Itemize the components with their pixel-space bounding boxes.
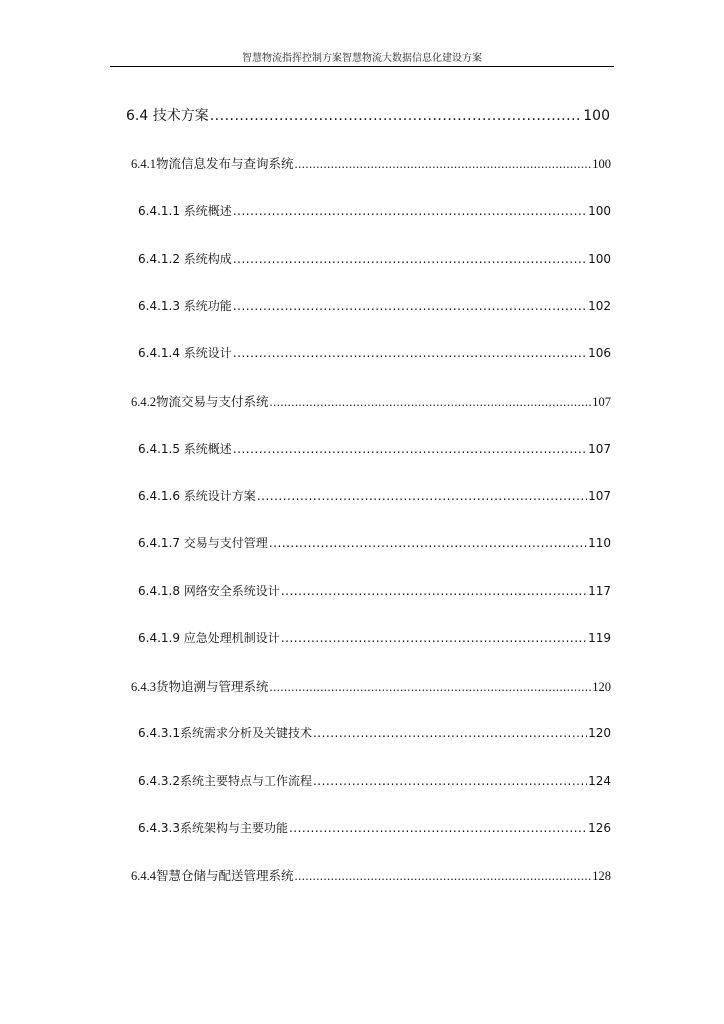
toc-page-number: 107 (592, 395, 611, 409)
toc-page-number: 110 (588, 536, 611, 550)
toc-entry-6-4-3-3[interactable] (138, 819, 611, 836)
toc-page-number: 106 (588, 346, 611, 360)
toc-entry-6-4-1-9[interactable] (138, 629, 611, 646)
toc-leader-dots (233, 442, 587, 456)
toc-leader-dots (313, 726, 587, 740)
toc-entry-label: 6.4.1.5 系统概述 (138, 442, 232, 456)
toc-entry-label: 6.4.1.8 网络安全系统设计 (138, 584, 280, 598)
toc-page-number: 117 (588, 584, 611, 598)
toc-leader-dots (233, 299, 587, 313)
toc-page-number: 107 (588, 442, 611, 456)
toc-entry-label: 6.4.1.6 系统设计方案 (138, 489, 256, 503)
toc-leader-dots (289, 821, 587, 835)
toc-entry-6-4-1-6[interactable] (138, 487, 611, 504)
toc-entry-label: 6.4.1.3 系统功能 (138, 299, 232, 313)
toc-entry-6-4-1-7[interactable] (138, 534, 611, 551)
page-header-title: 智慧物流指挥控制方案智慧物流大数据信息化建设方案 (242, 53, 482, 64)
toc-leader-dots (281, 631, 587, 645)
toc-page-number: 120 (588, 726, 611, 740)
toc-page-number: 107 (588, 489, 611, 503)
toc-entry-label: 6.4.3.3系统架构与主要功能 (138, 821, 288, 835)
toc-entry-label: 6.4.3货物追溯与管理系统 (131, 680, 269, 694)
toc-entry-6-4-1[interactable] (131, 154, 611, 172)
toc-entry-6-4-3[interactable] (131, 677, 611, 695)
toc-entry-6-4-1-3[interactable] (138, 297, 611, 314)
toc-entry-label: 6.4.1物流信息发布与查询系统 (131, 157, 294, 171)
toc-leader-dots (313, 774, 587, 788)
toc-entry-label: 6.4.1.9 应急处理机制设计 (138, 631, 280, 645)
toc-entry-6-4-4[interactable] (131, 866, 611, 884)
toc-entry-label: 6.4.4智慧仓储与配送管理系统 (131, 869, 294, 883)
toc-page-number: 120 (592, 680, 611, 694)
toc-page-number: 102 (588, 299, 611, 313)
toc-leader-dots (210, 108, 583, 124)
toc-leader-dots (281, 584, 587, 598)
toc-page-number: 126 (588, 821, 611, 835)
toc-leader-dots (295, 157, 592, 172)
toc-page-number: 100 (588, 204, 611, 218)
toc-leader-dots (269, 536, 587, 550)
toc-entry-6-4-1-8[interactable] (138, 582, 611, 599)
toc-entry-label: 6.4.1.2 系统构成 (138, 252, 232, 266)
toc-entry-6-4-1-2[interactable] (138, 250, 611, 267)
toc-page-number: 100 (583, 108, 610, 124)
toc-leader-dots (270, 395, 592, 410)
toc-entry-6-4-1-4[interactable] (138, 344, 611, 361)
toc-entry-label: 6.4.1.7 交易与支付管理 (138, 536, 268, 550)
toc-page-number: 124 (588, 774, 611, 788)
toc-leader-dots (257, 489, 587, 503)
toc-entry-6-4-1-1[interactable] (138, 202, 611, 219)
toc-entry-label: 6.4.1.1 系统概述 (138, 204, 232, 218)
toc-page-number: 119 (588, 631, 611, 645)
toc-leader-dots (270, 680, 592, 695)
toc-entry-label: 6.4.3.1系统需求分析及关键技术 (138, 726, 312, 740)
toc-page-number: 100 (592, 157, 611, 171)
toc-page-number: 128 (592, 869, 611, 883)
toc-leader-dots (233, 204, 587, 218)
toc-entry-label: 6.4 技术方案 (126, 108, 209, 124)
toc-entry-label: 6.4.2物流交易与支付系统 (131, 395, 269, 409)
toc-entry-6-4-2[interactable] (131, 392, 611, 410)
toc-entry-6-4-3-2[interactable] (138, 772, 611, 789)
toc-entry-6-4-3-1[interactable] (138, 724, 611, 741)
toc-page-number: 100 (588, 252, 611, 266)
toc-entry-label: 6.4.1.4 系统设计 (138, 346, 232, 360)
toc-leader-dots (233, 252, 587, 266)
toc-leader-dots (233, 346, 587, 360)
toc-entry-6-4[interactable] (126, 105, 610, 125)
toc-leader-dots (295, 869, 592, 884)
toc-entry-label: 6.4.3.2系统主要特点与工作流程 (138, 774, 312, 788)
toc-entry-6-4-1-5[interactable] (138, 440, 611, 457)
